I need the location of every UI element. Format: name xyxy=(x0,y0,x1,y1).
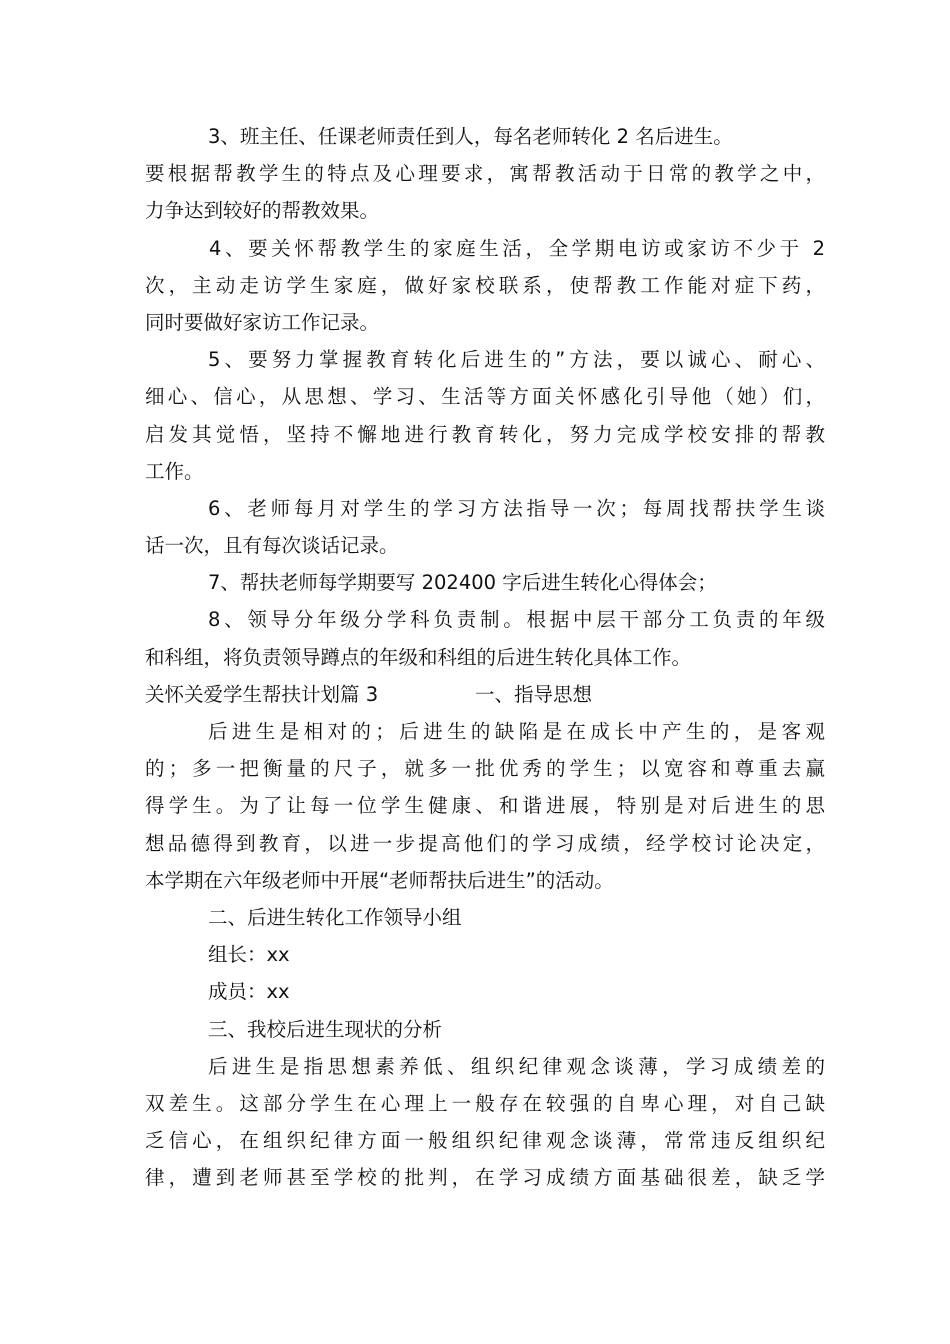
paragraph-line: 次，主动走访学生家庭，做好家校联系，使帮教工作能对症下药， xyxy=(145,273,825,297)
paragraph-line: 得学生。为了让每一位学生健康、和谐进展，特别是对后进生的思 xyxy=(145,794,825,818)
section-heading: 一、指导思想 xyxy=(475,682,593,706)
paragraph-line: 力争达到较好的帮教效果。 xyxy=(145,199,380,223)
paragraph-line: 后进生是指思想素养低、组织纪律观念谈薄，学习成绩差的 xyxy=(208,1054,825,1078)
paragraph-line: 本学期在六年级老师中开展“老师帮扶后进生”的活动。 xyxy=(145,868,614,892)
subheading-line: 三、我校后进生现状的分析 xyxy=(208,1017,443,1041)
paragraph-line: 后进生是相对的；后进生的缺陷是在成长中产生的，是客观 xyxy=(208,720,825,743)
paragraph-line: 4、要关怀帮教学生的家庭生活，全学期电访或家访不少于 2 xyxy=(209,236,825,260)
paragraph-line: 7、帮扶老师每学期要写 202400 字后进生转化心得体会； xyxy=(208,571,717,595)
paragraph-line: 5、要努力掌握教育转化后进生的”方法，要以诚心、耐心、 xyxy=(208,348,825,372)
paragraph-line: 6、老师每月对学生的学习方法指导一次；每周找帮扶学生谈 xyxy=(208,496,825,520)
paragraph-line: 启发其觉悟，坚持不懈地进行教育转化，努力完成学校安排的帮教 xyxy=(145,422,825,446)
paragraph-line: 和科组，将负责领导蹲点的年级和科组的后进生转化具体工作。 xyxy=(145,645,692,669)
paragraph-line: 工作。 xyxy=(145,459,204,483)
paragraph-line: 想品德得到教育，以进一步提高他们的学习成绩，经学校讨论决定， xyxy=(145,831,825,855)
section-title: 关怀关爱学生帮扶计划篇 3 xyxy=(145,682,379,706)
paragraph-line: 乏信心，在组织纪律方面一般组织纪律观念谈薄，常常违反组织纪 xyxy=(145,1129,825,1153)
subheading-line: 二、后进生转化工作领导小组 xyxy=(208,905,462,929)
paragraph-line: 要根据帮教学生的特点及心理要求，寓帮教活动于日常的教学之中， xyxy=(145,162,825,186)
paragraph-line: 话一次，且有每次谈话记录。 xyxy=(145,534,399,558)
section-heading-row xyxy=(145,676,825,713)
paragraph-line: 8、领导分年级分学科负责制。根据中层干部分工负责的年级 xyxy=(208,608,825,632)
paragraph-line: 的；多一把衡量的尺子，就多一批优秀的学生；以宽容和尊重去赢 xyxy=(145,757,825,781)
paragraph-line: 3、班主任、任课老师责任到人，每名老师转化 2 名后进生。 xyxy=(208,125,733,148)
paragraph-line: 组长：xx xyxy=(208,943,290,967)
paragraph-line: 律，遭到老师甚至学校的批判，在学习成绩方面基础很差，缺乏学 xyxy=(145,1166,825,1190)
paragraph-line: 细心、信心，从思想、学习、生活等方面关怀感化引导他（她）们， xyxy=(145,385,825,409)
document-body xyxy=(145,118,825,1196)
paragraph-line: 成员：xx xyxy=(208,980,290,1004)
paragraph-line: 双差生。这部分学生在心理上一般存在较强的自卑心理，对自己缺 xyxy=(145,1091,825,1115)
paragraph-line: 同时要做好家访工作记录。 xyxy=(145,310,380,334)
